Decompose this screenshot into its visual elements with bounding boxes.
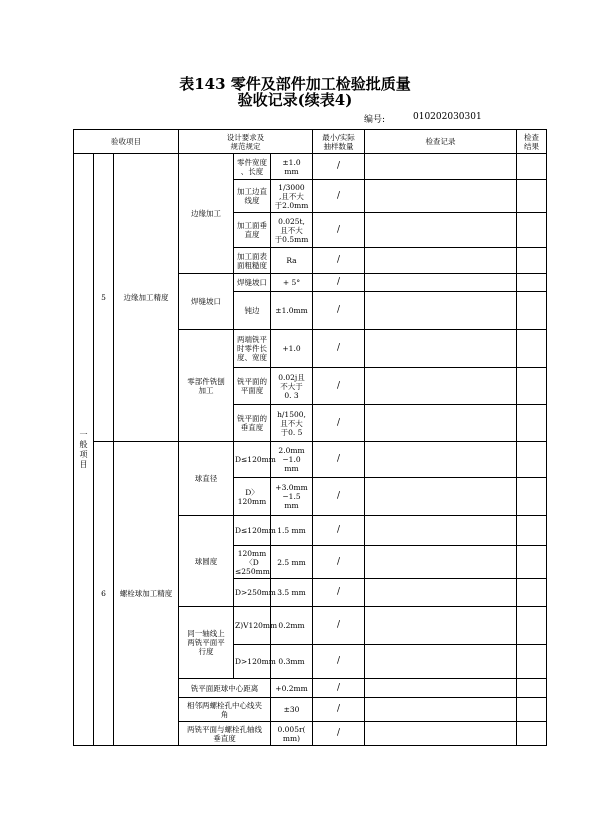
row-item: 零件宽度 、长度 — [234, 154, 271, 180]
row-spec: ±1.0 mm — [271, 154, 313, 180]
result-cell[interactable] — [517, 405, 547, 442]
record-cell[interactable] — [365, 248, 517, 274]
row-spec: 0.02j且 不大于 0. 3 — [271, 368, 313, 405]
row-item: D≤120mm — [234, 442, 271, 478]
row-item: 铣平面距球中心距离 — [179, 679, 271, 698]
record-cell[interactable] — [365, 645, 517, 679]
result-cell[interactable] — [517, 368, 547, 405]
record-cell[interactable] — [365, 679, 517, 698]
row-spec: 0.025t, 且不大 于0.5mm — [271, 213, 313, 248]
record-cell[interactable] — [365, 330, 517, 368]
row-sample: / — [313, 405, 365, 442]
code-value: 010202030301 — [413, 112, 482, 122]
row-sample: / — [313, 579, 365, 607]
header-record: 检查记录 — [365, 130, 517, 154]
result-cell[interactable] — [517, 478, 547, 516]
section5-name: 边缘加工精度 — [114, 154, 179, 442]
result-cell[interactable] — [517, 579, 547, 607]
section5-group-edge: 边缘加工 — [179, 154, 234, 274]
record-cell[interactable] — [365, 516, 517, 546]
row-spec: +1.0 — [271, 330, 313, 368]
row-item: 两端铣平 时零件长 度、宽度 — [234, 330, 271, 368]
row-sample: / — [313, 546, 365, 579]
category-cell: 一般项目 — [74, 154, 94, 746]
row-spec: h/1500, 且不大 于0. 5 — [271, 405, 313, 442]
row-item: 加工面表 面粗糙度 — [234, 248, 271, 274]
row-spec: 1.5 mm — [271, 516, 313, 546]
section6-group-roundness: 球圆度 — [179, 516, 234, 607]
document-title: 表143 零件及部件加工检验批质量 — [179, 75, 411, 93]
header-sample: 最小/实际 抽样数量 — [313, 130, 365, 154]
row-item: D>120mm — [234, 645, 271, 679]
row-spec: 0.005r( mm) — [271, 722, 313, 746]
result-cell[interactable] — [517, 154, 547, 180]
result-cell[interactable] — [517, 546, 547, 579]
result-cell[interactable] — [517, 248, 547, 274]
row-item: 铣平面的 平面度 — [234, 368, 271, 405]
result-cell[interactable] — [517, 213, 547, 248]
section6-number: 6 — [94, 442, 114, 746]
row-item: Z)V120mm — [234, 607, 271, 645]
section6-group-parallelism: 同一轴线上 两铣平面平 行度 — [179, 607, 234, 679]
record-cell[interactable] — [365, 546, 517, 579]
row-sample: / — [313, 248, 365, 274]
result-cell[interactable] — [517, 516, 547, 546]
result-cell[interactable] — [517, 442, 547, 478]
result-cell[interactable] — [517, 330, 547, 368]
row-item: 120mm〈D ≤250mm — [234, 546, 271, 579]
row-sample: / — [313, 478, 365, 516]
code-label: 编号: — [364, 115, 386, 125]
row-item: 加工面垂 直度 — [234, 213, 271, 248]
row-sample: / — [313, 516, 365, 546]
record-cell[interactable] — [365, 607, 517, 645]
record-cell[interactable] — [365, 405, 517, 442]
result-cell[interactable] — [517, 180, 547, 213]
section5-group-milling: 零部件铣刨 加工 — [179, 330, 234, 442]
row-sample: / — [313, 330, 365, 368]
row-sample: / — [313, 607, 365, 645]
row-spec: 1/3000 ,且不大 于2.0mm — [271, 180, 313, 213]
table-row — [74, 442, 547, 478]
record-cell[interactable] — [365, 722, 517, 746]
row-item: 两铣平面与螺栓孔轴线 垂直度 — [179, 722, 271, 746]
row-spec: + 5° — [271, 274, 313, 292]
row-spec: ±30 — [271, 698, 313, 722]
section6-name: 螺栓球加工精度 — [114, 442, 179, 746]
row-item: 相邻两螺栓孔中心线夹 角 — [179, 698, 271, 722]
document-subtitle: 验收记录(续表4) — [237, 91, 353, 109]
row-spec: Ra — [271, 248, 313, 274]
row-sample: / — [313, 213, 365, 248]
record-cell[interactable] — [365, 213, 517, 248]
row-spec: +0.2mm — [271, 679, 313, 698]
row-sample: / — [313, 698, 365, 722]
row-spec: +3.0mm −1.5 mm — [271, 478, 313, 516]
row-sample: / — [313, 368, 365, 405]
record-cell[interactable] — [365, 442, 517, 478]
record-cell[interactable] — [365, 478, 517, 516]
record-cell[interactable] — [365, 154, 517, 180]
row-spec: 0.2mm — [271, 607, 313, 645]
header-spec: 设计要求及 规范规定 — [179, 130, 313, 154]
result-cell[interactable] — [517, 698, 547, 722]
row-spec: 2.0mm −1.0 mm — [271, 442, 313, 478]
header-item: 验收项目 — [74, 130, 179, 154]
header-result: 检查 结果 — [517, 130, 547, 154]
record-cell[interactable] — [365, 292, 517, 330]
row-item: 加工边直 线度 — [234, 180, 271, 213]
record-cell[interactable] — [365, 579, 517, 607]
row-spec: 0.3mm — [271, 645, 313, 679]
inspection-table — [73, 129, 547, 746]
record-cell[interactable] — [365, 180, 517, 213]
row-spec: 2.5 mm — [271, 546, 313, 579]
row-item: 铣平面的 垂直度 — [234, 405, 271, 442]
row-sample: / — [313, 292, 365, 330]
result-cell[interactable] — [517, 274, 547, 292]
record-cell[interactable] — [365, 368, 517, 405]
row-sample: / — [313, 442, 365, 478]
row-item: D〉120mm — [234, 478, 271, 516]
result-cell[interactable] — [517, 679, 547, 698]
record-cell[interactable] — [365, 698, 517, 722]
row-sample: / — [313, 180, 365, 213]
row-sample: / — [313, 274, 365, 292]
row-spec: 3.5 mm — [271, 579, 313, 607]
record-cell[interactable] — [365, 274, 517, 292]
header-row — [74, 130, 547, 154]
section5-number: 5 — [94, 154, 114, 442]
row-spec: ±1.0mm — [271, 292, 313, 330]
row-item: 钝边 — [234, 292, 271, 330]
row-sample: / — [313, 722, 365, 746]
row-sample: / — [313, 679, 365, 698]
table-row — [74, 154, 547, 180]
result-cell[interactable] — [517, 645, 547, 679]
row-item: 焊缝坡口 — [234, 274, 271, 292]
result-cell[interactable] — [517, 292, 547, 330]
result-cell[interactable] — [517, 607, 547, 645]
row-item: D>250mm — [234, 579, 271, 607]
section6-group-diameter: 球直径 — [179, 442, 234, 516]
result-cell[interactable] — [517, 722, 547, 746]
section5-group-groove: 焊缝坡口 — [179, 274, 234, 330]
row-item: D≤120mm — [234, 516, 271, 546]
row-sample: / — [313, 645, 365, 679]
row-sample: / — [313, 154, 365, 180]
